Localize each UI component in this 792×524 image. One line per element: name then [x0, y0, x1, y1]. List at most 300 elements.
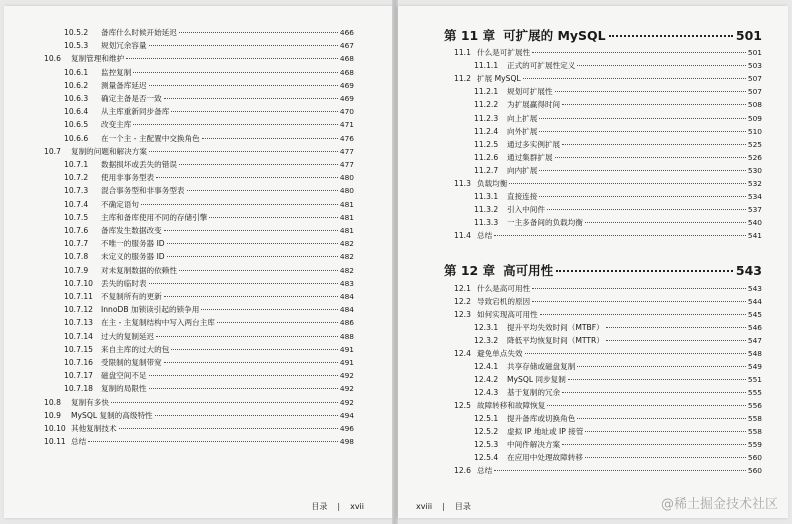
toc-entry-page: 492 — [339, 384, 354, 394]
toc-entry — [64, 345, 354, 355]
toc-entry-number: 10.7.10 — [64, 278, 93, 288]
toc-entry-title: 规划可扩展性 — [507, 87, 553, 97]
toc-entry-number: 10.7.9 — [64, 265, 89, 275]
leader-dots — [133, 72, 338, 73]
toc-entry-page: 492 — [339, 397, 354, 407]
leader-dots — [539, 196, 746, 197]
footer-separator: | — [337, 502, 341, 511]
leader-dots — [164, 362, 338, 363]
toc-entry-number: 12.3.1 — [474, 323, 499, 332]
toc-entry — [64, 318, 354, 328]
leader-dots — [171, 111, 338, 112]
toc-entry-title: MySQL 复制的高级特性 — [71, 410, 153, 420]
toc-entry-number: 11.2.3 — [474, 113, 499, 123]
toc-entry-number: 11.2.4 — [474, 126, 499, 136]
leader-dots — [149, 388, 338, 389]
toc-entry-page: 481 — [339, 226, 354, 235]
toc-entry-number: 10.7.12 — [64, 305, 93, 315]
leader-dots — [164, 230, 338, 231]
leader-dots — [217, 322, 338, 323]
toc-entry-title: 降低平均恢复时间（MTTR） — [507, 336, 604, 345]
toc-entry-number: 11.2.1 — [474, 87, 499, 97]
leader-dots — [539, 170, 746, 171]
leader-dots — [126, 58, 338, 59]
toc-entry — [454, 284, 762, 294]
toc-entry-title: 避免单点失效 — [477, 349, 523, 358]
toc-entry-number: 10.6.5 — [64, 120, 89, 130]
leader-dots — [585, 222, 746, 223]
toc-entry-title: 复制有多快 — [71, 397, 109, 407]
toc-entry-number: 10.7.7 — [64, 239, 89, 249]
toc-entry-number: 11.3.3 — [474, 218, 499, 228]
toc-entry-title: 基于复制的冗余 — [507, 388, 561, 397]
chapter-title: 高可用性 — [503, 263, 554, 278]
leader-dots — [149, 375, 338, 376]
leader-dots — [155, 415, 338, 416]
toc-entry-number: 10.7.4 — [64, 199, 89, 209]
toc-entry — [64, 252, 354, 262]
leader-dots — [556, 270, 733, 272]
toc-entry — [64, 134, 354, 144]
toc-entry-title: 通过集群扩展 — [507, 152, 553, 162]
chapter-number: 第 12 章 — [444, 263, 496, 278]
toc-entry-number: 10.6.1 — [64, 67, 89, 77]
toc-entry-page: 532 — [747, 179, 762, 188]
toc-entry-number: 10.8 — [44, 397, 61, 407]
toc-entry — [64, 41, 354, 51]
toc-entry-page: 507 — [747, 87, 762, 97]
toc-entry — [64, 332, 354, 342]
toc-entry-page: 540 — [747, 218, 762, 228]
toc-entry-number: 11.1.1 — [474, 61, 499, 71]
toc-entry-number: 10.7.15 — [64, 344, 93, 354]
toc-entry-page: 468 — [339, 54, 354, 64]
leader-dots — [509, 183, 746, 184]
toc-entry-title: 混合事务型和非事务型表 — [101, 186, 185, 196]
leader-dots — [171, 349, 338, 350]
toc-entry-page: 508 — [747, 100, 762, 110]
leader-dots — [532, 301, 746, 302]
leader-dots — [555, 157, 746, 158]
toc-entry — [454, 401, 762, 411]
leader-dots — [149, 85, 338, 86]
toc-entry-page: 488 — [339, 331, 354, 341]
toc-entry-number: 10.7.2 — [64, 173, 89, 183]
toc-entry — [44, 411, 354, 421]
leader-dots — [547, 209, 746, 210]
toc-entry-page: 484 — [339, 305, 354, 315]
toc-entry — [474, 323, 762, 333]
toc-entry-number: 11.3.2 — [474, 205, 499, 215]
toc-entry — [64, 279, 354, 289]
toc-entry-page: 492 — [339, 371, 354, 381]
toc-entry-title: 一主多备间的负载均衡 — [507, 218, 583, 228]
toc-entry-title: 在主 - 主复制结构中写入两台主库 — [101, 318, 215, 328]
toc-entry — [454, 310, 762, 320]
toc-entry-number: 12.6 — [454, 466, 471, 475]
toc-entry-title: 从主库重新同步备库 — [101, 107, 170, 117]
toc-entry-title: 不唯一的服务器 ID — [101, 239, 165, 249]
toc-entry-number: 12.4.2 — [474, 375, 499, 384]
toc-entry-title: 向外扩展 — [507, 126, 538, 136]
toc-entry — [474, 140, 762, 150]
toc-entry-title: 受限制的复制带宽 — [101, 358, 162, 367]
toc-entry-title: 提升备库或切换角色 — [507, 414, 576, 423]
toc-entry-page: 494 — [339, 410, 354, 420]
toc-entry-number: 11.2.6 — [474, 152, 499, 162]
toc-entry-number: 12.5.4 — [474, 453, 499, 462]
toc-entry-page: 558 — [747, 427, 762, 436]
toc-entry-page: 530 — [747, 165, 762, 175]
toc-entry-number: 12.4.3 — [474, 388, 499, 397]
leader-dots — [532, 288, 746, 289]
toc-entry — [454, 231, 762, 241]
toc-entry-title: 复制管理和维护 — [71, 54, 125, 64]
toc-entry — [454, 349, 762, 359]
leader-dots — [88, 441, 338, 442]
toc-entry-page: 481 — [339, 212, 354, 222]
toc-entry-title: 丢失的临时表 — [101, 278, 147, 288]
leader-dots — [167, 243, 338, 244]
toc-entry-page: 482 — [339, 265, 354, 275]
toc-entry-title: 正式的可扩展性定义 — [507, 61, 576, 71]
toc-entry-number: 11.4 — [454, 231, 471, 241]
leader-dots — [209, 217, 338, 218]
toc-entry-page: 482 — [339, 239, 354, 249]
toc-entry — [64, 226, 354, 236]
toc-entry-page: 510 — [747, 126, 762, 136]
toc-entry-page: 498 — [339, 437, 354, 447]
toc-entry-page: 482 — [339, 252, 354, 262]
toc-entry — [64, 120, 354, 130]
toc-entry-number: 10.7.8 — [64, 252, 89, 262]
toc-entry — [64, 107, 354, 117]
toc-entry-title: 对未复制数据的依赖性 — [101, 265, 177, 275]
right-page — [398, 6, 788, 518]
leader-dots — [525, 353, 746, 354]
toc-entry-title: 复制的局限性 — [101, 384, 147, 394]
toc-entry-page: 551 — [747, 375, 762, 384]
right-footer — [416, 501, 471, 512]
toc-entry-number: 10.6.2 — [64, 80, 89, 90]
toc-entry-page: 469 — [339, 80, 354, 90]
leader-dots — [539, 118, 746, 119]
toc-entry-title: 什么是可扩展性 — [477, 48, 531, 57]
toc-entry-page: 476 — [339, 133, 354, 143]
toc-entry — [64, 173, 354, 183]
toc-entry — [474, 100, 762, 110]
toc-entry-page: 507 — [747, 74, 762, 84]
toc-entry-number: 12.5.2 — [474, 427, 499, 436]
toc-entry-title: 在应用中处理故障转移 — [507, 453, 583, 462]
leader-dots — [562, 144, 746, 145]
leader-dots — [167, 256, 338, 257]
toc-entry-title: 扩展 MySQL — [477, 74, 521, 84]
toc-entry — [454, 297, 762, 307]
toc-entry-title: 什么是高可用性 — [477, 284, 531, 293]
toc-entry-number: 12.1 — [454, 284, 471, 293]
toc-entry-page: 468 — [339, 67, 354, 77]
toc-entry-title: 其他复制技术 — [71, 424, 117, 433]
toc-entry — [64, 200, 354, 210]
toc-entry-number: 10.7.18 — [64, 384, 93, 394]
toc-entry-title: 过大的复制延迟 — [101, 331, 155, 341]
leader-dots — [141, 204, 338, 205]
toc-entry-title: 备库发生数据改变 — [101, 226, 162, 235]
toc-entry-number: 10.6 — [44, 54, 61, 64]
toc-entry-number: 10.7.5 — [64, 212, 89, 222]
toc-entry — [64, 213, 354, 223]
leader-dots — [149, 151, 338, 152]
leader-dots — [540, 314, 746, 315]
toc-entry-page: 503 — [747, 61, 762, 71]
leader-dots — [149, 45, 338, 46]
toc-entry-page: 546 — [747, 323, 762, 332]
toc-entry-page: 467 — [339, 41, 354, 51]
toc-entry — [44, 437, 354, 447]
toc-entry-title: 故障转移和故障恢复 — [477, 401, 546, 410]
toc-entry-title: 总结 — [477, 231, 493, 241]
toc-entry — [474, 205, 762, 215]
leader-dots — [164, 296, 338, 297]
chapter-heading — [444, 263, 762, 279]
leader-dots — [606, 340, 746, 341]
toc-entry — [64, 160, 354, 170]
leader-dots — [202, 138, 338, 139]
toc-entry-number: 10.7.1 — [64, 160, 89, 169]
toc-entry-number: 11.3.1 — [474, 192, 499, 202]
toc-entry — [474, 166, 762, 176]
toc-entry-title: 通过多实例扩展 — [507, 139, 561, 149]
leader-dots — [577, 418, 746, 419]
leader-dots — [119, 428, 338, 429]
toc-entry-number: 10.6.3 — [64, 94, 89, 103]
toc-entry-page: 480 — [339, 186, 354, 196]
toc-entry-title: 确定主备是否一致 — [101, 94, 162, 103]
toc-entry-title: 来自主库的过大的包 — [101, 344, 170, 354]
chapter-number: 第 11 章 — [444, 28, 496, 43]
toc-entry-page: 549 — [747, 362, 762, 371]
toc-entry — [44, 424, 354, 434]
toc-entry — [44, 54, 354, 64]
toc-entry-number: 10.7.13 — [64, 318, 93, 328]
toc-entry — [454, 48, 762, 58]
chapter-title: 可扩展的 MySQL — [503, 28, 606, 43]
leader-dots — [201, 309, 338, 310]
leader-dots — [111, 402, 338, 403]
leader-dots — [562, 104, 746, 105]
toc-entry-page: 555 — [747, 388, 762, 397]
toc-entry — [44, 147, 354, 157]
leader-dots — [494, 235, 746, 236]
toc-entry-title: MySQL 同步复制 — [507, 375, 566, 384]
toc-entry-number: 10.7.11 — [64, 292, 93, 301]
leader-dots — [187, 190, 338, 191]
toc-entry-number: 10.6.6 — [64, 133, 89, 143]
toc-entry-number: 12.5.3 — [474, 440, 499, 449]
toc-entry-number: 12.5.1 — [474, 414, 499, 423]
leader-dots — [179, 270, 338, 271]
toc-entry-title: 引入中间件 — [507, 205, 545, 215]
toc-entry — [474, 192, 762, 202]
toc-entry-title: 改变主库 — [101, 120, 132, 130]
toc-entry-title: 使用非事务型表 — [101, 173, 155, 183]
toc-entry-title: 磁盘空间不足 — [101, 371, 147, 381]
toc-entry-page: 491 — [339, 344, 354, 354]
chapter-page: 501 — [735, 28, 762, 43]
leader-dots — [585, 457, 746, 458]
toc-entry-title: 为扩展赢得时间 — [507, 100, 561, 110]
toc-entry-number: 10.7.3 — [64, 186, 89, 196]
toc-entry — [474, 218, 762, 228]
toc-entry-page: 477 — [339, 160, 354, 169]
toc-entry — [454, 466, 762, 476]
leader-dots — [156, 336, 338, 337]
toc-entry-number: 11.2.7 — [474, 165, 499, 175]
toc-entry-page: 560 — [747, 453, 762, 462]
toc-entry — [64, 239, 354, 249]
toc-entry-number: 12.4 — [454, 349, 471, 358]
toc-entry — [474, 414, 762, 424]
leader-dots — [133, 124, 338, 125]
toc-entry-title: 负载均衡 — [477, 179, 508, 188]
leader-dots — [562, 392, 746, 393]
toc-entry-page: 525 — [747, 139, 762, 149]
chapter-heading — [444, 28, 762, 44]
toc-entry-number: 11.2.5 — [474, 139, 499, 149]
toc-entry-page: 537 — [747, 205, 762, 215]
toc-entry-number: 10.10 — [44, 424, 66, 433]
toc-entry-page: 534 — [747, 192, 762, 202]
toc-entry-title: 总结 — [71, 437, 87, 447]
toc-entry — [64, 266, 354, 276]
footer-label: 目录 — [311, 502, 328, 511]
toc-entry — [454, 74, 762, 84]
toc-entry-number: 10.6.4 — [64, 107, 89, 117]
toc-entry-page: 481 — [339, 199, 354, 209]
toc-entry-title: 共享存储或磁盘复制 — [507, 362, 576, 371]
toc-entry-title: 测量备库延迟 — [101, 80, 147, 90]
toc-entry — [64, 68, 354, 78]
toc-entry-page: 496 — [339, 424, 354, 433]
toc-entry-title: InnoDB 加锁读引起的锁争用 — [101, 305, 200, 315]
toc-entry — [474, 127, 762, 137]
toc-entry-title: 中间件解决方案 — [507, 440, 561, 449]
leader-dots — [523, 78, 746, 79]
toc-entry-title: 主库和备库使用不同的存储引擎 — [101, 212, 208, 222]
leader-dots — [585, 431, 745, 432]
toc-entry-title: 总结 — [477, 466, 493, 475]
toc-entry-title: 不复制所有的更新 — [101, 292, 162, 301]
toc-entry — [474, 336, 762, 346]
toc-entry-number: 12.3 — [454, 310, 471, 319]
toc-entry-title: 规划冗余容量 — [101, 41, 147, 51]
toc-entry-page: 545 — [747, 310, 762, 319]
toc-entry-number: 10.7 — [44, 146, 61, 156]
toc-entry-page: 547 — [747, 336, 762, 345]
toc-entry-title: 数据损坏或丢失的错误 — [101, 160, 177, 169]
toc-entry — [64, 81, 354, 91]
leader-dots — [568, 379, 746, 380]
toc-entry-number: 11.2.2 — [474, 100, 499, 110]
toc-entry-title: 未定义的服务器 ID — [101, 252, 165, 262]
left-page — [4, 6, 392, 518]
toc-entry-title: 监控复制 — [101, 67, 132, 77]
leader-dots — [156, 177, 338, 178]
toc-entry-number: 10.7.6 — [64, 226, 89, 235]
toc-entry — [64, 292, 354, 302]
toc-entry — [64, 305, 354, 315]
leader-dots — [555, 91, 746, 92]
left-footer — [311, 501, 364, 512]
footer-separator: | — [442, 502, 445, 511]
toc-entry-title: 提升平均失效时间（MTBF） — [507, 323, 604, 332]
toc-entry — [64, 28, 354, 38]
toc-entry — [64, 358, 354, 368]
toc-entry — [44, 398, 354, 408]
toc-entry — [474, 87, 762, 97]
toc-entry-number: 12.5 — [454, 401, 471, 410]
toc-entry-page: 470 — [339, 107, 354, 117]
toc-entry-number: 10.5.2 — [64, 28, 89, 37]
toc-entry-page: 559 — [747, 440, 762, 449]
toc-entry-number: 12.3.2 — [474, 336, 499, 345]
toc-entry — [474, 153, 762, 163]
toc-entry-page: 486 — [339, 318, 354, 328]
toc-entry-page: 471 — [339, 120, 354, 130]
toc-entry-page: 543 — [747, 284, 762, 293]
toc-entry — [474, 440, 762, 450]
leader-dots — [532, 52, 746, 53]
chapter-page: 543 — [735, 263, 762, 278]
watermark: @稀土掘金技术社区 — [660, 497, 778, 512]
leader-dots — [562, 444, 746, 445]
toc-entry-title: 直接连接 — [507, 192, 538, 202]
toc-entry-page: 466 — [339, 28, 354, 37]
leader-dots — [547, 405, 746, 406]
toc-entry-title: 向内扩展 — [507, 165, 538, 175]
toc-entry-page: 548 — [747, 349, 762, 358]
toc-entry-page: 483 — [339, 278, 354, 288]
leader-dots — [606, 327, 746, 328]
toc-entry-number: 10.9 — [44, 410, 61, 420]
toc-entry — [64, 384, 354, 394]
toc-entry-page: 509 — [747, 113, 762, 123]
toc-entry-title: 复制的问题和解决方案 — [71, 146, 147, 156]
toc-entry-number: 10.7.14 — [64, 331, 93, 341]
toc-entry-page: 560 — [747, 466, 762, 475]
leader-dots — [577, 65, 746, 66]
toc-entry — [474, 453, 762, 463]
leader-dots — [179, 32, 338, 33]
toc-entry-number: 10.11 — [44, 437, 66, 447]
toc-entry-page: 544 — [747, 297, 762, 306]
leader-dots — [609, 35, 733, 37]
toc-entry-number: 11.3 — [454, 179, 471, 188]
toc-entry-page: 484 — [339, 292, 354, 301]
toc-entry-page: 477 — [339, 146, 354, 156]
toc-entry-page: 541 — [747, 231, 762, 241]
leader-dots — [179, 164, 338, 165]
toc-entry-number: 10.7.17 — [64, 371, 93, 381]
leader-dots — [494, 470, 746, 471]
toc-entry — [474, 388, 762, 398]
toc-entry — [474, 375, 762, 385]
toc-entry-page: 491 — [339, 358, 354, 367]
leader-dots — [149, 283, 338, 284]
leader-dots — [164, 98, 338, 99]
toc-entry-title: 不确定语句 — [101, 199, 139, 209]
